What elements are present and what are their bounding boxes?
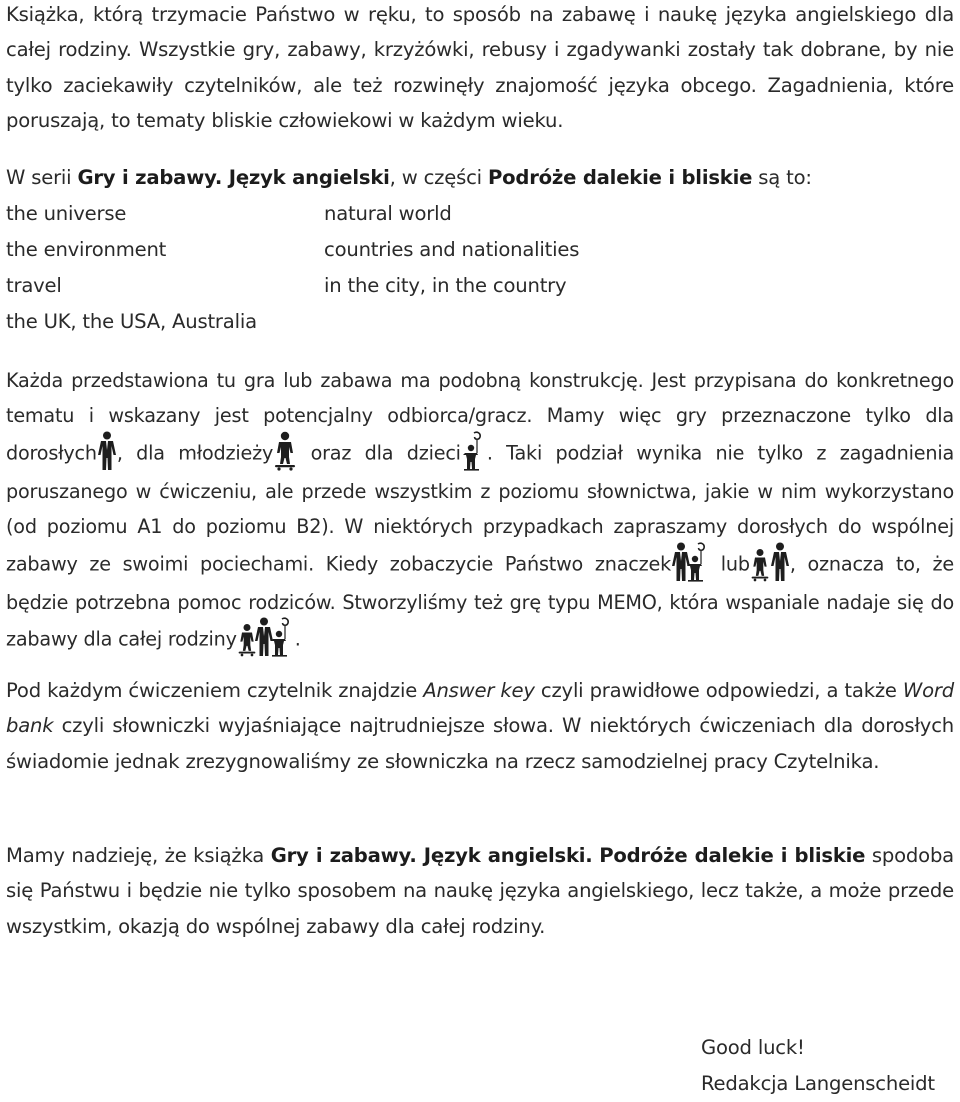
answer-text: Pod każdym ćwiczeniem czytelnik znajdzie (6, 679, 424, 702)
topic-right: in the city, in the country (324, 274, 567, 297)
topic-left: travel (6, 274, 62, 297)
structure-text: , oznacza to, że będzie potrzebna pomoc rodziców. Stworzyliśmy też grę typu MEMO, która wspaniale nadaje się do zabawy dla całej rodziny (6, 552, 954, 651)
word-bank-term: Word bank (6, 679, 954, 738)
structure-text: oraz dla dzieci (297, 441, 461, 465)
topic-right: countries and nationalities (324, 238, 580, 261)
topic-row (6, 304, 954, 340)
adult-and-child-icon (671, 542, 709, 582)
topic-left: the UK, the USA, Australia (6, 310, 257, 333)
series-prefix: W serii (6, 166, 78, 189)
answer-text: czyli prawidłowe odpowiedzi, a także (534, 679, 903, 702)
topics-list (6, 196, 954, 340)
intro-paragraph: Książka, którą trzymacie Państwo w ręku, to sposób na zabawę i naukę języka angielskiego dla całej rodziny. Wszystkie gry, zabawy, krzyżówki, rebusy i zgadywanki zostały tak dobrane, by nie tylko zaciekawiły czytelników, ale też rozwinęły znajomość języka obcego. Zagadnienia, które poruszają, to tematy bliskie człowiekowi w każdym wieku. (6, 3, 954, 133)
adult-and-youth-icon (750, 542, 790, 582)
signature-editor: Redakcja Langenscheidt (701, 1072, 935, 1095)
series-suffix: są to: (752, 166, 812, 189)
topic-right: natural world (324, 202, 452, 225)
topic-row (6, 268, 954, 304)
part-name: Podróże dalekie i bliskie (599, 844, 866, 867)
series-paragraph (6, 160, 954, 195)
series-name: Gry i zabawy. Język angielski (77, 166, 390, 189)
signature-greeting: Good luck! (701, 1036, 805, 1059)
series-name: Gry i zabawy. Język angielski. (270, 844, 593, 867)
adult-figure-icon (97, 431, 117, 471)
structure-paragraph (6, 363, 954, 660)
answer-key-term: Answer key (423, 679, 535, 702)
answer-text: czyli słowniczki wyjaśniające najtrudniejsze słowa. W niektórych ćwiczeniach dla dorosłych świadomie jednak zrezygnowaliśmy ze słowniczka na rzecz samodzielnej pracy Czytelnika. (6, 714, 954, 773)
structure-text: . Taki podział wynika nie tylko z zagadnienia poruszanego w ćwiczeniu, ale przede wszystkim z poziomu słownictwa, jakie w nim wykorzystano (od poziomu A1 do poziomu B2). W niektórych przypadkach zapraszamy dorosłych do wspólnej zabawy ze swoimi pociechami. Kiedy zobaczycie Państwo znaczek (6, 441, 955, 576)
structure-text: . (294, 627, 301, 651)
family-icon (237, 617, 295, 657)
topic-row (6, 232, 954, 268)
closing-text: spodoba się Państwu i będzie nie tylko sposobem na naukę języka angielskiego, lecz także, a może przede wszystkim, okazją do wspólnej zabawy dla całej rodziny. (6, 844, 954, 938)
structure-text: , dla młodzieży (116, 441, 274, 465)
structure-text: Każda przedstawiona tu gra lub zabawa ma podobną konstrukcję. Jest przypisana do konkretnego tematu i wskazany jest potencjalny odbiorca/gracz. Mamy więc gry przeznaczone tylko dla dorosłych (6, 369, 954, 465)
child-with-balloon-icon (461, 431, 487, 471)
topic-left: the environment (6, 238, 167, 261)
topic-row (6, 196, 954, 232)
topic-left: the universe (6, 202, 127, 225)
part-name: Podróże dalekie i bliskie (487, 166, 753, 189)
signature (701, 1030, 935, 1102)
series-middle: , w części (389, 166, 488, 189)
structure-text: lub (709, 552, 750, 576)
closing-text: Mamy nadzieję, że książka (6, 844, 271, 867)
skateboarder-figure-icon (273, 431, 297, 471)
closing-paragraph (6, 838, 954, 944)
answer-key-paragraph (6, 673, 954, 779)
